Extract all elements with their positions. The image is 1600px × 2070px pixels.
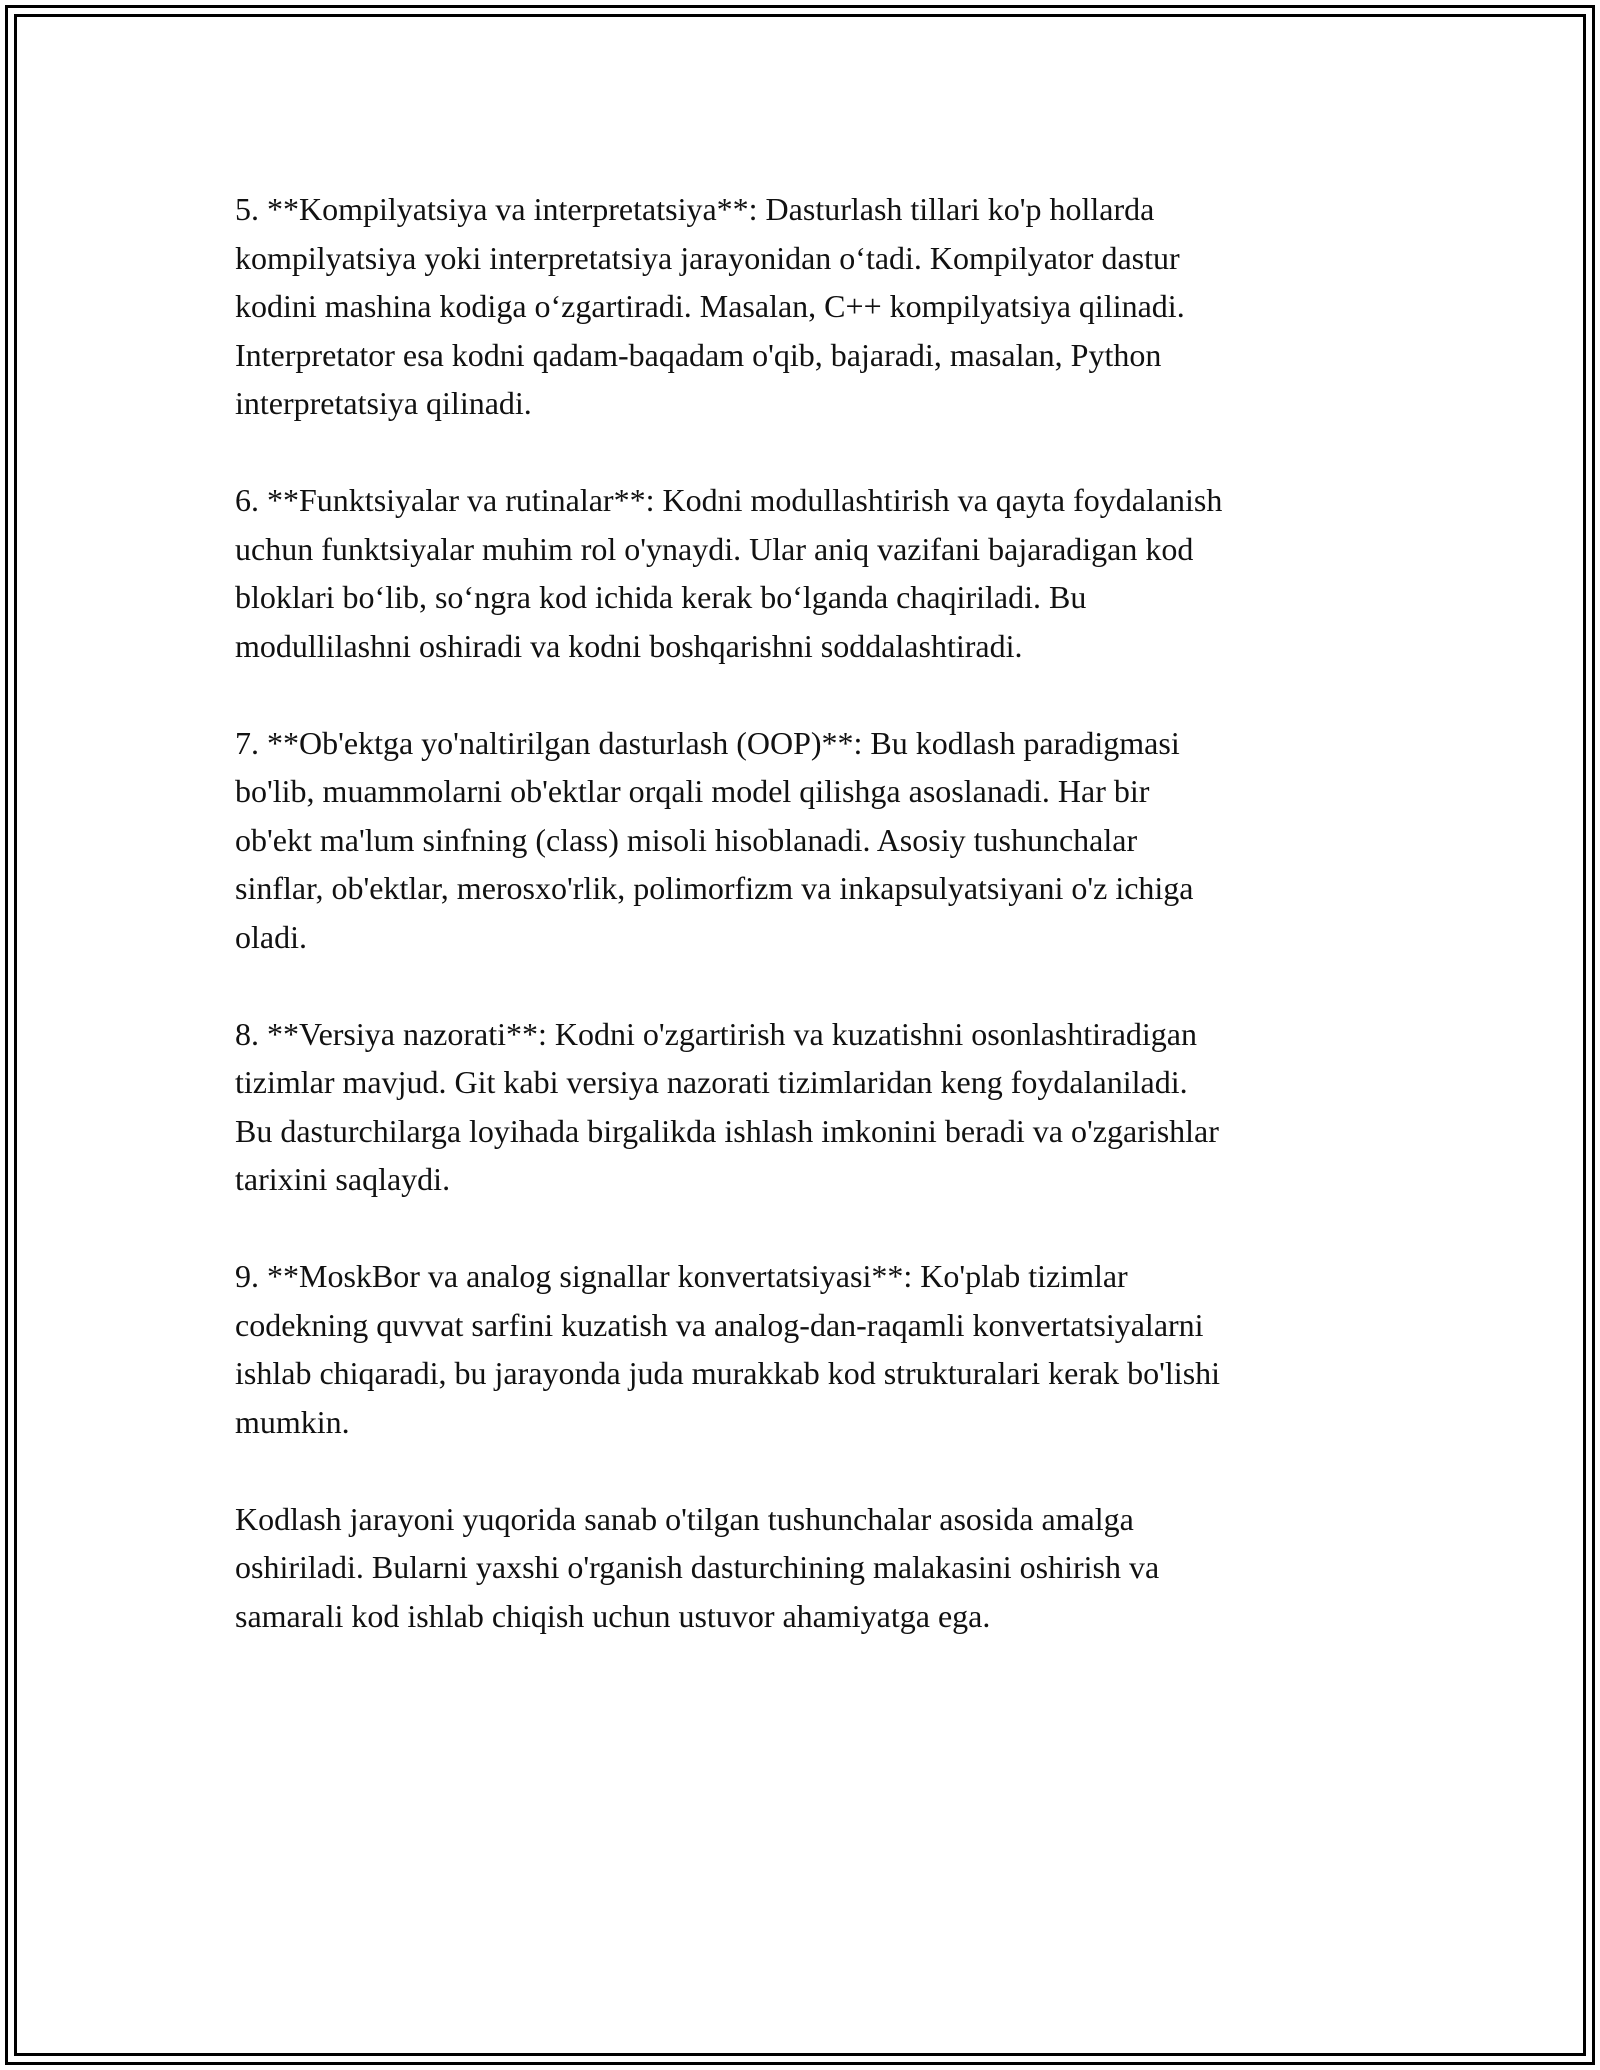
- paragraph-version-control: 8. **Versiya nazorati**: Kodni o'zgartirish va kuzatishni osonlashtiradigan tizimlar mavjud. Git kabi versiya nazorati tizimlaridan keng foydalaniladi. Bu dasturchilarga loyihada birgalikda ishlash imkonini beradi va o'zgarishlar tarixini saqlaydi.: [235, 1015, 1219, 1197]
- paragraph-compilation: 5. **Kompilyatsiya va interpretatsiya**: Dasturlash tillari ko'p hollarda kompilyatsiya yoki interpretatsiya jarayonidan oʻtadi. Kompilyator dastur kodini mashina kodiga oʻzgartiradi. Masalan, C++ kompilyatsiya qilinadi. Interpretator esa kodni qadam-baqadam o'qib, bajaradi, masalan, Python interpretatsiya qilinadi.: [235, 191, 1185, 421]
- paragraph-oop: 7. **Ob'ektga yo'naltirilgan dasturlash (OOP)**: Bu kodlash paradigmasi bo'lib, muammolarni ob'ektlar orqali model qilishga asoslanadi. Har bir ob'ekt ma'lum sinfning (class) misoli hisoblanadi. Asosiy tushunchalar sinflar, ob'ektlar, merosxo'rlik, polimorfizm va inkapsulyatsiyani o'z ichiga oladi.: [235, 724, 1194, 955]
- paragraph-signal-conversion: 9. **MoskBor va analog signallar konvertatsiyasi**: Ko'plab tizimlar codekning quvvat sarfini kuzatish va analog-dan-raqamli konvertatsiyalarni ishlab chiqaradi, bu jarayonda juda murakkab kod strukturalari kerak bo'lishi mumkin.: [235, 1258, 1221, 1440]
- paragraph-conclusion: Kodlash jarayoni yuqorida sanab o'tilgan tushunchalar asosida amalga oshiriladi. Bularni yaxshi o'rganish dasturchining malakasini oshirish va samarali kod ishlab chiqish uchun ustuvor ahamiyatga ega.: [235, 1500, 1160, 1634]
- paragraph-functions: 6. **Funktsiyalar va rutinalar**: Kodni modullashtirish va qayta foydalanish uchun funktsiyalar muhim rol o'ynaydi. Ular aniq vazifani bajaradigan kod bloklari boʻlib, soʻngra kod ichida kerak boʻlganda chaqiriladi. Bu modullilashni oshiradi va kodni boshqarishni soddalashtiradi.: [235, 482, 1223, 664]
- document-body: [235, 185, 1375, 1640]
